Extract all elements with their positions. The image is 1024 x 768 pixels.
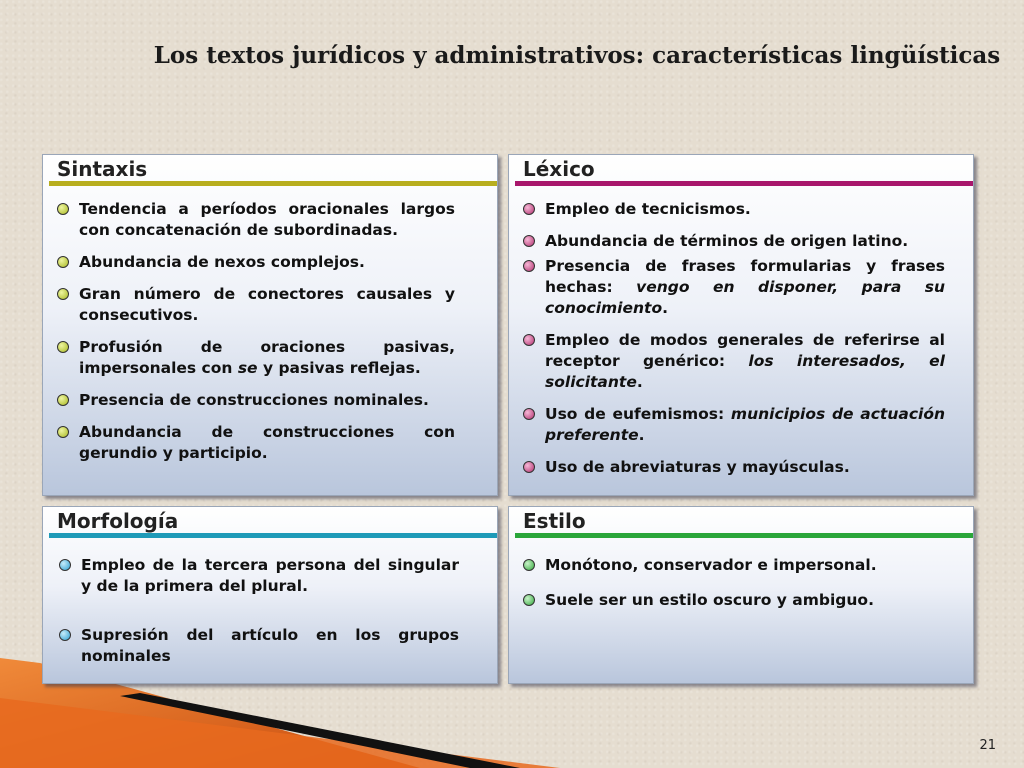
- bullet-icon: [523, 594, 535, 606]
- page-number: 21: [979, 738, 996, 753]
- bullet-icon: [57, 256, 69, 268]
- bullet-icon: [523, 203, 535, 215]
- bullet-icon: [57, 394, 69, 406]
- bullet-icon: [523, 334, 535, 346]
- list-item: Suele ser un estilo oscuro y ambiguo.: [521, 590, 945, 611]
- morfologia-list: [57, 555, 459, 678]
- list-item: Gran número de conectores causales y consecutivos.: [55, 284, 455, 326]
- morfologia-heading: Morfología: [57, 509, 179, 533]
- list-item: Presencia de construcciones nominales.: [55, 390, 455, 411]
- estilo-heading: Estilo: [523, 509, 586, 533]
- bullet-icon: [59, 559, 71, 571]
- list-item: Presencia de frases formularias y frases hechas: vengo en disponer, para su conocimiento.: [521, 256, 945, 319]
- list-item: Supresión del artículo en los grupos nominales: [57, 625, 459, 667]
- list-item: Tendencia a períodos oracionales largos con concatenación de subordinadas.: [55, 199, 455, 241]
- lexico-panel: [508, 154, 974, 496]
- bullet-icon: [57, 203, 69, 215]
- list-item: Uso de eufemismos: municipios de actuación preferente.: [521, 404, 945, 446]
- bullet-icon: [523, 260, 535, 272]
- bullet-icon: [523, 461, 535, 473]
- sintaxis-rule: [49, 181, 497, 186]
- list-item: Abundancia de términos de origen latino.: [521, 231, 945, 252]
- morfologia-rule: [49, 533, 497, 538]
- estilo-panel: [508, 506, 974, 684]
- list-item: Abundancia de nexos complejos.: [55, 252, 455, 273]
- sintaxis-heading: Sintaxis: [57, 157, 148, 181]
- bullet-icon: [57, 341, 69, 353]
- bullet-icon: [57, 426, 69, 438]
- list-item: Profusión de oraciones pasivas, impersonales con se y pasivas reflejas.: [55, 337, 455, 379]
- bullet-icon: [59, 629, 71, 641]
- list-item: Empleo de la tercera persona del singular y de la primera del plural.: [57, 555, 459, 597]
- page-title: Los textos jurídicos y administrativos: características lingüísticas: [153, 42, 1001, 69]
- bullet-icon: [523, 559, 535, 571]
- bullet-icon: [57, 288, 69, 300]
- sintaxis-panel: [42, 154, 498, 496]
- list-item: Uso de abreviaturas y mayúsculas.: [521, 457, 945, 478]
- lexico-rule: [515, 181, 973, 186]
- list-item: Empleo de modos generales de referirse al receptor genérico: los interesados, el solicitante.: [521, 330, 945, 393]
- list-item: Abundancia de construcciones con gerundio y participio.: [55, 422, 455, 464]
- bullet-icon: [523, 235, 535, 247]
- sintaxis-list: [55, 199, 455, 475]
- list-item: Monótono, conservador e impersonal.: [521, 555, 945, 576]
- morfologia-panel: [42, 506, 498, 684]
- estilo-rule: [515, 533, 973, 538]
- list-item: Empleo de tecnicismos.: [521, 199, 945, 220]
- lexico-list: [521, 199, 945, 489]
- estilo-list: [521, 555, 945, 622]
- lexico-heading: Léxico: [523, 157, 595, 181]
- bullet-icon: [523, 408, 535, 420]
